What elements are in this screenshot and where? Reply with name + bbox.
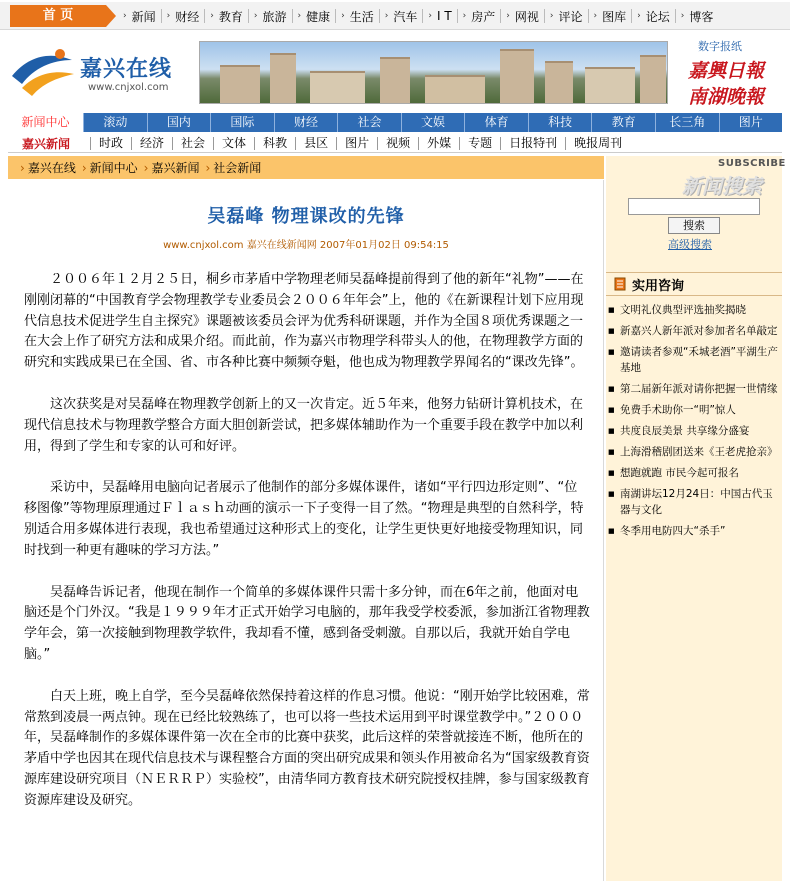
channel-item[interactable]: 体育 [464, 113, 528, 132]
arrow-icon: › [166, 11, 171, 21]
arrow-icon: › [680, 11, 685, 21]
chevron-right-icon: › [205, 160, 211, 175]
subscribe-label: SUBSCRIBE [718, 158, 786, 169]
list-item[interactable]: ■ 免费手术助你一“明”惊人 [606, 402, 782, 418]
breadcrumb [8, 156, 604, 179]
sidebar [606, 156, 786, 881]
arrow-icon: › [549, 11, 554, 21]
article-paragraph: 这次获奖是对吴磊峰在物理教学创新上的又一次肯定。近５年来，他努力钻研计算机技术，在现代信息技术与物理教学整合方面大胆创新尝试，把多媒体辅助作为一个重要手段在教学中加以利用，得到了学生和专家的认可和好评。 [24, 396, 584, 454]
city-banner-image [199, 41, 668, 104]
nanhu-evening-logo[interactable]: 南湖晚報 [688, 86, 765, 108]
digital-papers[interactable] [678, 38, 786, 110]
book-icon [614, 277, 626, 291]
list-item[interactable]: ■ 邀请读者参观“禾城老酒”平湖生产基地 [606, 344, 782, 376]
chevron-right-icon: › [143, 160, 149, 175]
list-item[interactable]: ■ 新嘉兴人新年派对参加者名单敲定 [606, 323, 782, 339]
chevron-right-icon: › [81, 160, 87, 175]
article-meta [8, 236, 604, 251]
list-item[interactable]: ■ 文明礼仪典型评选抽奖揭晓 [606, 302, 782, 318]
top-nav [0, 2, 790, 30]
top-nav-item[interactable]: › I T [422, 9, 456, 23]
list-item[interactable]: ■ 冬季用电防四大“杀手” [606, 523, 782, 539]
channel-item[interactable]: 国内 [147, 113, 211, 132]
arrow-icon: › [384, 11, 389, 21]
breadcrumb-item[interactable]: 社会新闻 [213, 161, 262, 175]
sub-nav-item[interactable]: 外媒 [418, 137, 459, 150]
site-logo[interactable] [8, 42, 193, 104]
top-nav-item[interactable]: › 博客 [675, 9, 719, 23]
sub-nav-item[interactable]: 县区 [295, 137, 336, 150]
top-nav-item[interactable]: › 生活 [335, 9, 379, 23]
arrow-icon: › [297, 11, 302, 21]
sub-nav-item[interactable]: 视频 [377, 137, 418, 150]
consult-title: 实用咨询 [632, 278, 685, 294]
top-nav-item[interactable]: › 图库 [588, 9, 632, 23]
channel-item[interactable]: 教育 [591, 113, 655, 132]
search-input[interactable] [628, 198, 760, 215]
arrow-icon: › [341, 11, 345, 21]
list-item[interactable]: ■ 共度良辰美景 共享缘分盛宴 [606, 423, 782, 439]
list-item[interactable]: ■ 南湖讲坛12月24日：中国古代玉器与文化 [606, 486, 782, 518]
channel-nav [8, 113, 782, 132]
top-nav-item[interactable]: › 房产 [457, 9, 501, 23]
channel-item[interactable]: 科技 [528, 113, 592, 132]
consult-header [606, 272, 782, 296]
meta-source: 嘉兴在线新闻网 [246, 240, 317, 251]
top-nav-item[interactable]: › 评论 [544, 9, 588, 23]
article-paragraph: 采访中，吴磊峰用电脑向记者展示了他制作的部分多媒体课件，诸如“平行四边形定则”、“位移图像”等物理原理通过Ｆｌａｓｈ动画的演示一下子变得一目了然。“物理是典型的自然科学，特别适合用多媒体进行表现，我也希望通过这种形式上的变化，让学生更快更好地接受物理知识，同时找到一种更有趣味的学习方法。” [24, 480, 584, 558]
top-nav-item[interactable]: › 健康 [292, 9, 336, 23]
sub-nav-item[interactable]: 经济 [131, 137, 172, 150]
arrow-icon: › [428, 11, 432, 21]
sub-nav-item[interactable]: 时政 [90, 137, 131, 150]
consult-list [606, 302, 782, 544]
breadcrumb-item[interactable]: 新闻中心 [89, 161, 138, 175]
home-arrow-icon [106, 5, 116, 27]
arrow-icon: › [210, 11, 214, 21]
article-paragraph: ２００６年１２月２５日，桐乡市茅盾中学物理老师吴磊峰提前得到了他的新年“礼物”——在刚刚闭幕的“中国教育学会物理教学专业委员会２００６年年会”上，他的《在新课程计划下应用现代信息技术促进学生自主探究》课题被该委员会评为优秀科研课题，并作为全国８项优秀课题之一在大会上作了研究方法和成果介绍。而此前，作为嘉兴市物理学科带头人的他，在物理教学方面的研究和实践成果已在全国、省、市各种比赛中频频夺魁，他也成为物理教学界闻名的“课改先锋”。 [24, 272, 584, 371]
chevron-right-icon: › [20, 160, 25, 175]
jiaxing-daily-logo[interactable]: 嘉興日報 [688, 60, 765, 82]
list-item[interactable]: ■ 第二届新年派对请你把握一世情缘 [606, 381, 782, 397]
breadcrumb-item[interactable]: 嘉兴新闻 [151, 161, 200, 175]
sub-nav-item[interactable]: 科教 [254, 137, 295, 150]
channel-item[interactable]: 国际 [210, 113, 274, 132]
advanced-search-link[interactable]: 高级搜索 [668, 238, 712, 251]
news-search-title: 新闻搜索 [682, 174, 762, 198]
sub-nav [8, 134, 782, 153]
top-nav-item[interactable]: › 财经 [161, 9, 205, 23]
sub-nav-item[interactable]: 社会 [172, 137, 213, 150]
meta-time: 2007年01月02日 09:54:15 [319, 240, 449, 251]
article-paragraph: 白天上班，晚上自学，至今吴磊峰依然保持着这样的作息习惯。他说：“刚开始学比较困难，常常熬到凌晨一两点钟。现在已经比较熟练了，也可以将一些技术运用到平时课堂教学中。”２０００年，吴磊峰制作的多媒体课件第一次在全市的比赛中获奖，此后这样的荣誉就接连不断，他所在的茅盾中学也因其在现代信息技术与课程整合方面的突出研究成果和领头作用被命名为“国家级教育资源库建设研究项目（ＮＥＲＲＰ）实验校”，由清华同方教育技术研究院授权挂牌，参与国家级教育资源库建设及研究。 [24, 688, 590, 808]
meta-url: www.cnjxol.com [163, 240, 244, 251]
sub-nav-item[interactable]: 图片 [336, 137, 377, 150]
list-item[interactable]: ■ 想跑就跑 市民今起可报名 [606, 465, 782, 481]
arrow-icon: › [593, 11, 598, 21]
papers-title: 数字报纸 [698, 40, 742, 53]
channel-item[interactable]: 图片 [719, 113, 783, 132]
top-nav-item[interactable]: › 旅游 [248, 9, 292, 23]
arrow-icon: › [123, 11, 127, 21]
top-nav-items [118, 2, 718, 30]
channel-item[interactable]: 财经 [274, 113, 338, 132]
logo-name: 嘉兴在线 [80, 57, 173, 82]
sub-nav-item[interactable]: 专题 [459, 137, 500, 150]
article-title: 吴磊峰 物理课改的先锋 [207, 206, 405, 227]
top-nav-item[interactable]: › 新闻 [123, 9, 156, 24]
logo-swoosh-icon [8, 42, 78, 102]
sub-nav-item[interactable]: 晚报周刊 [565, 137, 630, 150]
article [8, 180, 604, 881]
sub-nav-current[interactable]: 嘉兴新闻 [22, 136, 71, 151]
top-nav-item[interactable]: › 教育 [204, 9, 248, 23]
top-nav-item[interactable]: › 网视 [500, 9, 544, 23]
sub-nav-item[interactable]: 日报特刊 [500, 137, 565, 150]
breadcrumb-item[interactable]: 嘉兴在线 [27, 161, 76, 175]
home-link[interactable]: 首 页 [10, 5, 106, 27]
channel-item[interactable]: 文娱 [401, 113, 465, 132]
list-item[interactable]: ■ 上海滑稽剧团送来《王老虎抢亲》 [606, 444, 782, 460]
arrow-icon: › [637, 11, 641, 21]
sub-nav-item[interactable]: 文体 [213, 137, 254, 150]
arrow-icon: › [506, 11, 510, 21]
article-paragraph: 吴磊峰告诉记者，他现在制作一个简单的多媒体课件只需十多分钟，而在6年之前，他面对电脑还是个门外汉。“我是１９９９年才正式开始学习电脑的，那年我受学校委派，参加浙江省物理教学年会，第一次接触到物理教学软件，我却看不懂，感到备受刺激。自那以后，我就开始自学电脑。” [24, 584, 590, 662]
arrow-icon: › [253, 11, 258, 21]
top-nav-item[interactable]: › 汽车 [379, 9, 423, 23]
logo-url: www.cnjxol.com [88, 82, 169, 93]
channel-item[interactable]: 社会 [337, 113, 401, 132]
article-body [24, 270, 590, 833]
channel-item[interactable]: 滚动 [83, 113, 147, 132]
arrow-icon: › [462, 11, 467, 21]
search-button[interactable]: 搜索 [668, 217, 720, 234]
channel-item[interactable]: 长三角 [655, 113, 719, 132]
top-nav-item[interactable]: › 论坛 [631, 9, 675, 23]
channel-item-news-center[interactable]: 新闻中心 [8, 113, 83, 132]
